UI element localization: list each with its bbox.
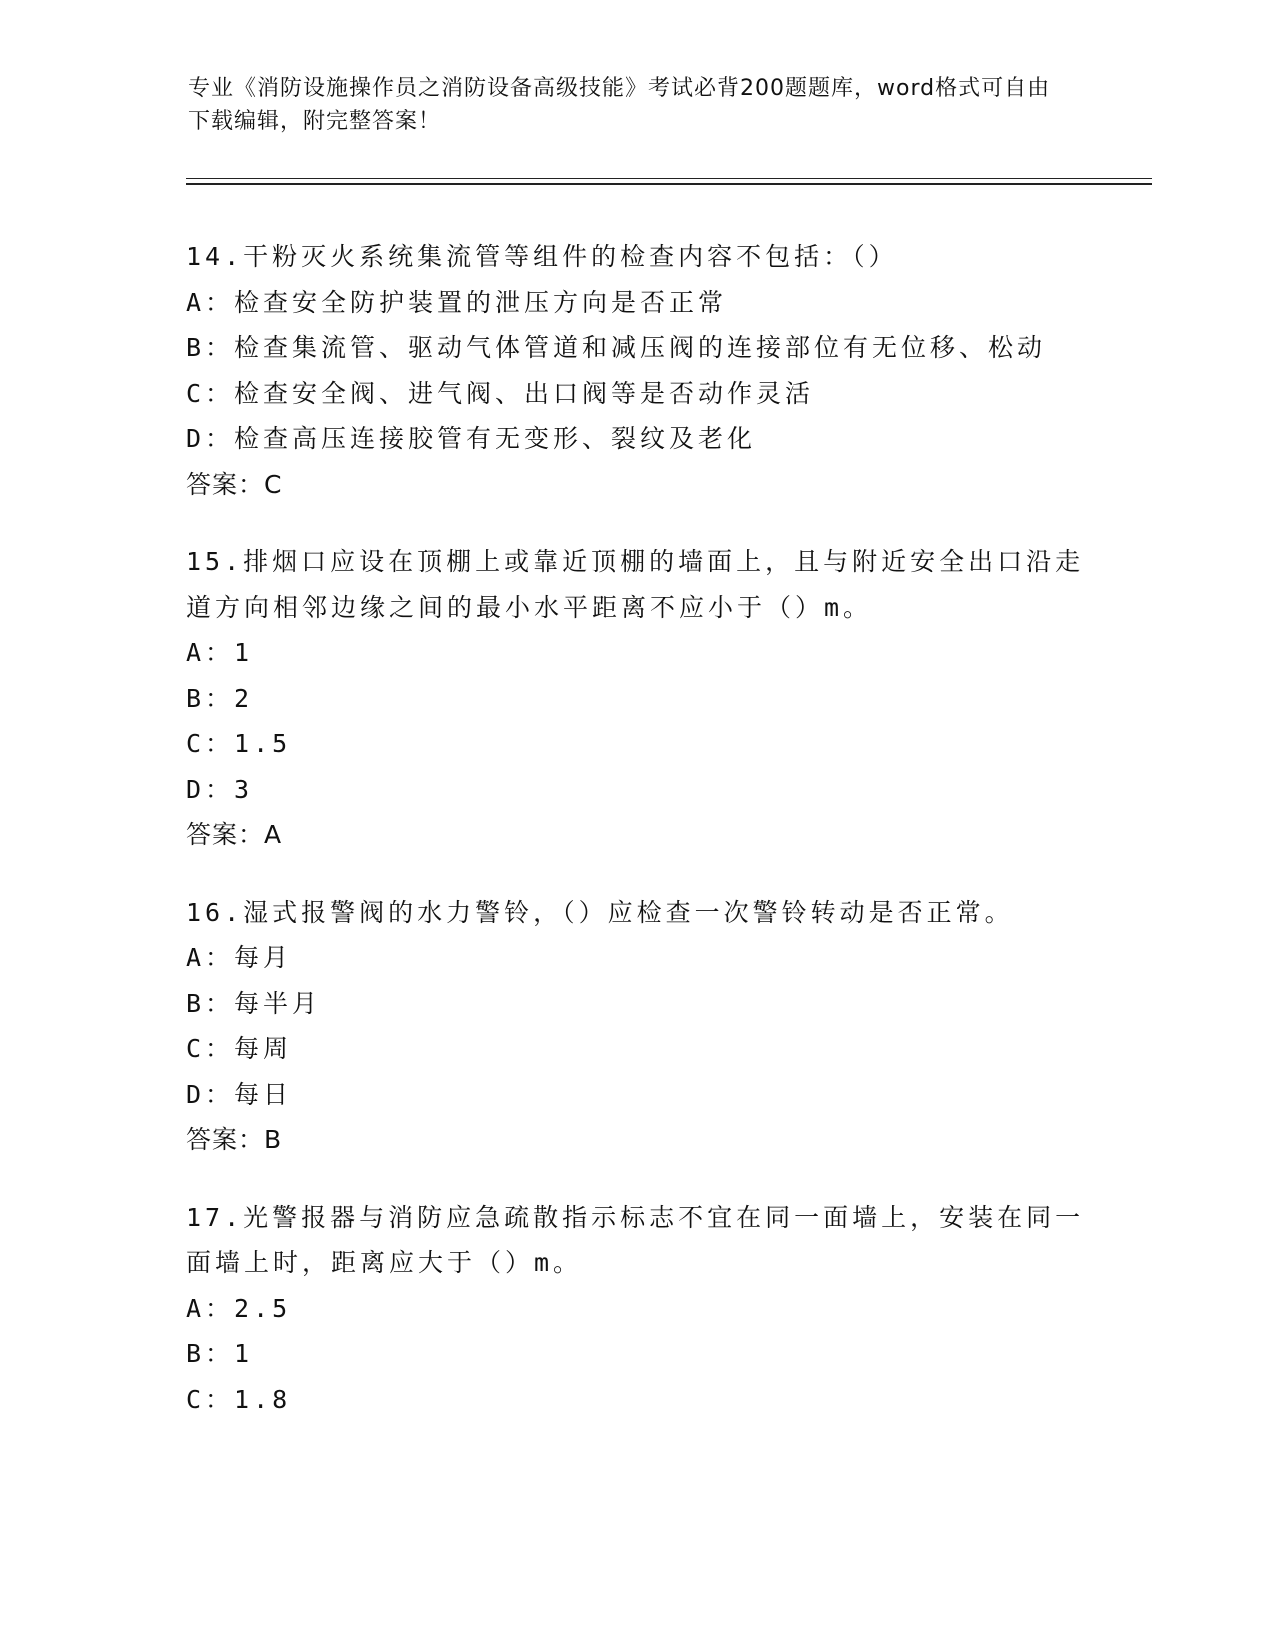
header-title: 专业《消防设施操作员之消防设备高级技能》考试必背200题题库，word格式可自由下载编辑，附完整答案！ (188, 76, 1051, 134)
option-d: D：检查高压连接胶管有无变形、裂纹及老化 (186, 424, 757, 453)
option-c: C：检查安全阀、进气阀、出口阀等是否动作灵活 (186, 378, 815, 408)
option-d: D：3 (186, 774, 254, 804)
option-c: C：每周 (186, 1034, 293, 1063)
option-d: D：每日 (186, 1079, 293, 1109)
option-a: A：2.5 (186, 1293, 292, 1323)
question-text: 14.干粉灭火系统集流管等组件的检查内容不包括：（） (186, 242, 898, 271)
answer-line: 答案：C (186, 469, 283, 499)
header-divider-thin (186, 178, 1152, 179)
option-a: A：检查安全防护装置的泄压方向是否正常 (186, 287, 728, 317)
answer-line: 答案：A (186, 820, 283, 849)
question-list (186, 234, 1086, 1454)
question-text: 17.光警报器与消防应急疏散指示标志不宜在同一面墙上，安装在同一面墙上时，距离应大于（）m。 (186, 1202, 1085, 1277)
question-item (186, 890, 1086, 1163)
option-c: C：1.8 (186, 1384, 292, 1414)
option-b: B：2 (186, 683, 254, 713)
question-text: 15.排烟口应设在顶棚上或靠近顶棚的墙面上，且与附近安全出口沿走道方向相邻边缘之间的最小水平距离不应小于（）m。 (186, 547, 1085, 622)
option-c: C：1.5 (186, 729, 292, 758)
option-a: A：每月 (186, 943, 293, 972)
option-b: B：检查集流管、驱动气体管道和减压阀的连接部位有无位移、松动 (186, 333, 1047, 362)
page-header (188, 72, 1068, 138)
answer-line: 答案：B (186, 1125, 283, 1154)
header-divider-thick (186, 183, 1152, 185)
option-b: B：每半月 (186, 988, 322, 1018)
question-item (186, 234, 1086, 507)
question-text: 16.湿式报警阀的水力警铃，（）应检查一次警铃转动是否正常。 (186, 897, 1014, 927)
option-a: A：1 (186, 638, 254, 667)
question-item (186, 1195, 1086, 1423)
question-item (186, 539, 1086, 858)
option-b: B：1 (186, 1339, 254, 1368)
